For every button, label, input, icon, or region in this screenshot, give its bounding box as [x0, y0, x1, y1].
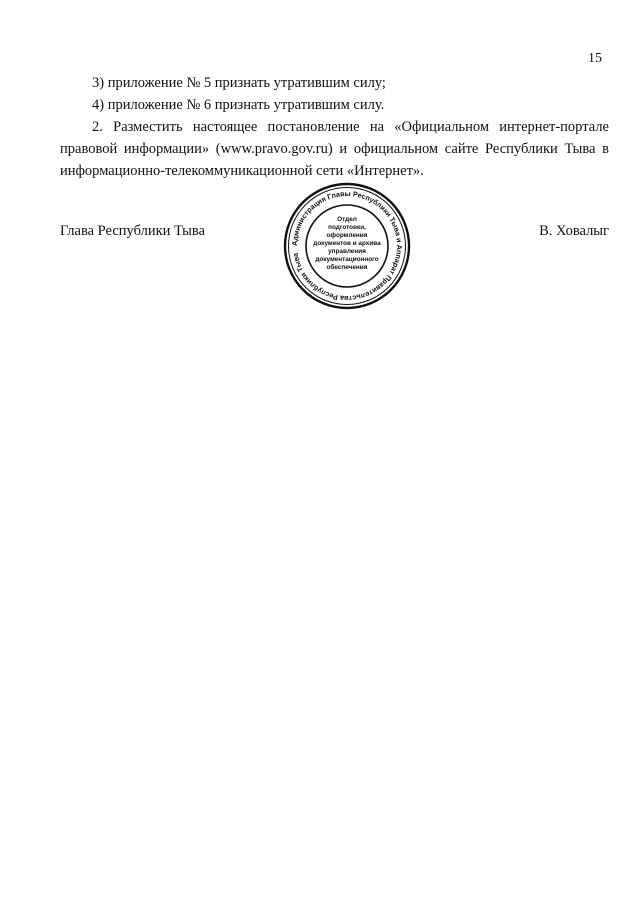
svg-text:документов и архива: документов и архива: [313, 240, 381, 247]
svg-text:управления: управления: [328, 248, 366, 255]
svg-text:Администрация Главы Республики: Администрация Главы Республики Тыва и Аппарат Правительства Республики Тыва: [289, 188, 405, 304]
svg-text:Отдел: Отдел: [337, 216, 357, 223]
svg-text:документационного: документационного: [315, 256, 379, 263]
signer-title: Глава Республики Тыва: [60, 223, 206, 239]
paragraph-2: 2. Разместить настоящее постановление на «Официальном интернет-портале правовой информации» (www.pravo.gov.ru) и официальном сайте Республики Тыва в информационно-телекоммуникационной сети «Интернет».: [60, 119, 609, 179]
paragraph-item-3: 3) приложение № 5 признать утратившим силу;: [92, 75, 386, 91]
svg-text:оформления: оформления: [326, 232, 368, 239]
page-number: 15: [588, 51, 602, 66]
svg-text:обеспечения: обеспечения: [326, 264, 368, 271]
signer-name: В. Ховалыг: [539, 223, 609, 239]
paragraph-item-4: 4) приложение № 6 признать утратившим силу.: [92, 97, 385, 113]
body-text: [60, 72, 609, 182]
official-seal-icon: [283, 182, 411, 310]
svg-text:подготовки,: подготовки,: [328, 224, 366, 231]
